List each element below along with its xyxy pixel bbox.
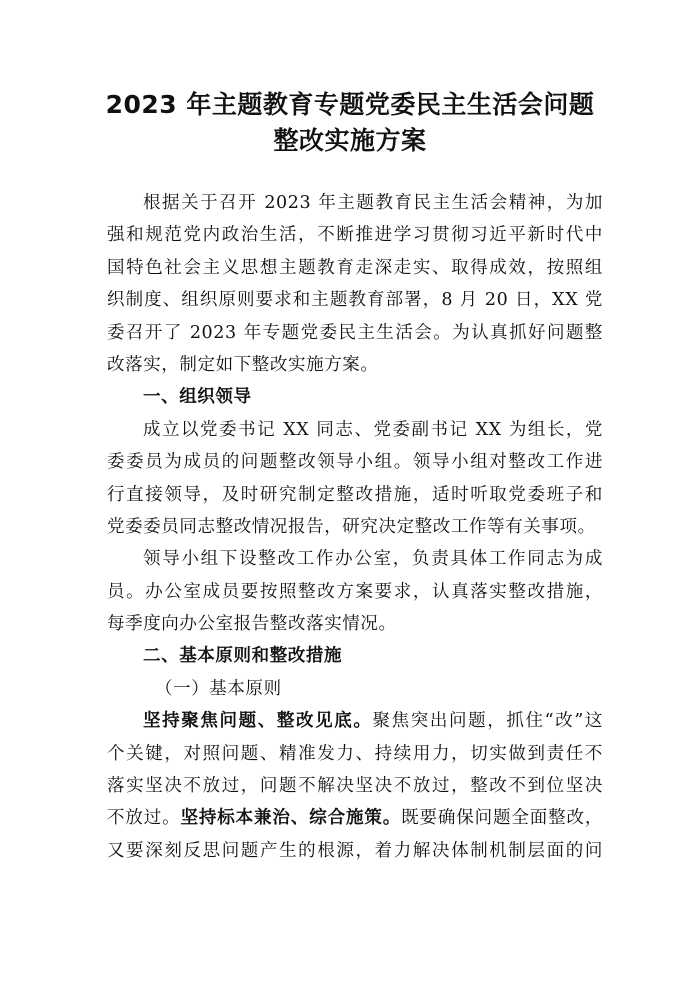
document-title-line-1: 2023 年主题教育专题党委民主生活会问题 [105, 90, 595, 119]
section-1-p1-line-2: 委委员为成员的问题整改领导小组。领导小组对整改工作进 [107, 452, 603, 473]
principle-2-title: 坚持标本兼治、综合施策。 [180, 808, 402, 829]
section-2-p1-line-1 [107, 705, 603, 737]
section-1-p1-line-4: 党委委员同志整改情况报告，研究决定整改工作等有关事项。 [107, 516, 596, 537]
principle-2-text: 既要确保问题全面整改， [401, 808, 603, 829]
section-1-heading: 一、组织领导 [143, 387, 252, 408]
section-2-p1-line-5: 又要深刻反思问题产生的根源，着力解决体制机制层面的问 [107, 840, 603, 861]
document-body [107, 187, 603, 867]
section-1-p2-line-1: 领导小组下设整改工作办公室，负责具体工作同志为成 [143, 549, 603, 570]
principle-1-text: 聚焦突出问题，抓住“改”这 [372, 711, 603, 732]
section-2-heading: 二、基本原则和整改措施 [143, 646, 343, 667]
intro-line-3: 国特色社会主义思想主题教育走深走实、取得成效，按照组 [107, 257, 603, 278]
intro-line-4: 织制度、组织原则要求和主题教育部署，8 月 20 日，XX 党 [107, 290, 603, 311]
document-title-line-2: 整改实施方案 [273, 126, 427, 155]
section-2-p1-line-2: 个关键，对照问题、精准发力、持续用力，切实做到责任不 [107, 743, 603, 764]
intro-line-6: 改落实，制定如下整改实施方案。 [107, 354, 379, 375]
section-1-p1-line-3: 行直接领导，及时研究制定整改措施，适时听取党委班子和 [107, 484, 603, 505]
section-1-p1-line-1: 成立以党委书记 XX 同志、党委副书记 XX 为组长，党 [143, 419, 603, 440]
principle-1-end: 不放过。 [107, 808, 181, 829]
intro-line-2: 强和规范党内政治生活，不断推进学习贯彻习近平新时代中 [107, 225, 603, 246]
section-1-p2-line-2: 员。办公室成员要按照整改方案要求，认真落实整改措施， [107, 581, 603, 602]
intro-line-1: 根据关于召开 2023 年主题教育民主生活会精神，为加 [143, 193, 603, 213]
section-2-p1-line-3: 落实坚决不放过，问题不解决坚决不放过，整改不到位坚决 [107, 776, 603, 797]
section-2-p1-line-4 [107, 802, 603, 834]
principle-1-title: 坚持聚焦问题、整改见底。 [143, 711, 373, 732]
section-1-p2-line-3: 每季度向办公室报告整改落实情况。 [107, 614, 397, 635]
section-2-subheading-1: （一）基本原则 [155, 678, 282, 699]
intro-line-5: 委召开了 2023 年专题党委民主生活会。为认真抓好问题整 [107, 322, 603, 343]
